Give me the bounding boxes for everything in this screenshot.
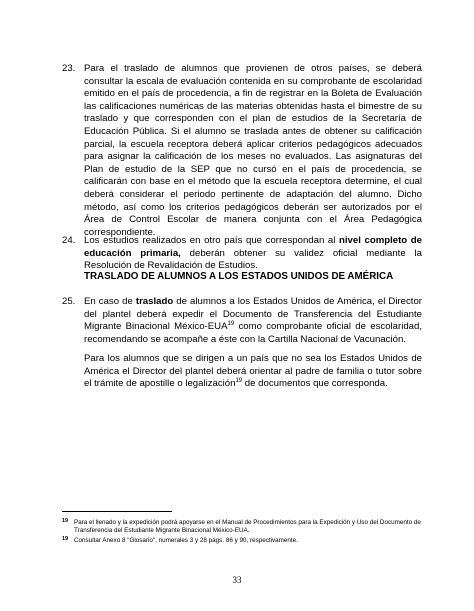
footnote-mark: 19 (62, 536, 69, 542)
item-text: Para el traslado de alumnos que provienen de otros países, se deberá consultar la escala de evaluación contenida en su comprobante de escolaridad emitido en el país de procedencia, a fin de registrar en la Boleta de Evaluación las calificaciones numéricas de las materias obtenidas hasta el bimestre de su traslado y que corresponden con el plan de estudios de la Secretaría de Educación Pública. Si el alumno se traslada antes de obtener su calificación parcial, la escuela receptora deberá aplicar criterios pedagógicos adecuados para asignar la calificación de los meses no evaluados. Las asignaturas del Plan de estudio de la SEP que no cursó en el país de procedencia, se calificarán con base en el método que la escuela receptora determine, el cual deberá considerar el periodo pertinente de adaptación del alumno. Dicho método, así como los criterios pedagógicos deberán ser autorizados por el Área de Control Escolar de manera conjunta con el Área Pedagógica correspondiente. (84, 63, 422, 238)
footnote-mark: 19 (62, 518, 69, 524)
text-run: En caso de (84, 296, 136, 307)
text-run: de alumnos a los Estados Unidos de América, el Director del plantel deberá expedir el Documento de Transferencia del Estudiante Migrante Binacional México-EUA (84, 296, 422, 333)
paragraph-25b (84, 353, 422, 391)
text-run: deberán obtener su validez oficial mediante la Resolución de Revalidación de Estudios. (84, 247, 422, 272)
page-number: 33 (232, 575, 242, 585)
item-number: 23. (62, 63, 76, 74)
text-run: Los estudios realizados en otro país que correspondan al (84, 235, 340, 246)
item-text (84, 296, 422, 346)
bold-text: traslado (135, 296, 174, 307)
section-heading: TRASLADO DE ALUMNOS A LOS ESTADOS UNIDOS DE AMÉRICA (84, 271, 394, 282)
item-23 (62, 63, 422, 239)
item-25 (62, 296, 422, 346)
text-run: como comprobante oficial de escolaridad, recomendando se acompañe a éste con la Cartilla Nacional de Vacunación. (84, 321, 422, 345)
bold-text: nivel completo de educación primaria, (84, 235, 422, 259)
item-24 (62, 235, 422, 273)
footnote-2 (62, 537, 424, 545)
footnote-text: Para el llenado y la expedición podrá apoyarse en el Manual de Procedimientos para la Expedición y Uso del Documento de Transferencia del Estudiante Migrante Binacional México-EUA. (74, 519, 421, 534)
item-text (84, 235, 422, 273)
text-run: Para los alumnos que se dirigen a un país que no sea los Estados Unidos de América el Director del plantel deberá orientar al padre de familia o tutor sobre el trámite de apostille o legalización (84, 353, 422, 390)
text-run: de documentos que corresponda. (242, 378, 388, 390)
footnote-text: Consultar Anexo 8 "Glosario", numerales 3 y 28 págs. 86 y 90, respectivamente. (74, 537, 298, 544)
item-number: 24. (62, 235, 76, 246)
footnote-ref: 19 (235, 378, 243, 384)
footnote-ref: 19 (227, 321, 235, 327)
footnote-separator (62, 511, 172, 512)
item-number: 25. (62, 296, 76, 307)
footnote-1 (62, 519, 424, 535)
